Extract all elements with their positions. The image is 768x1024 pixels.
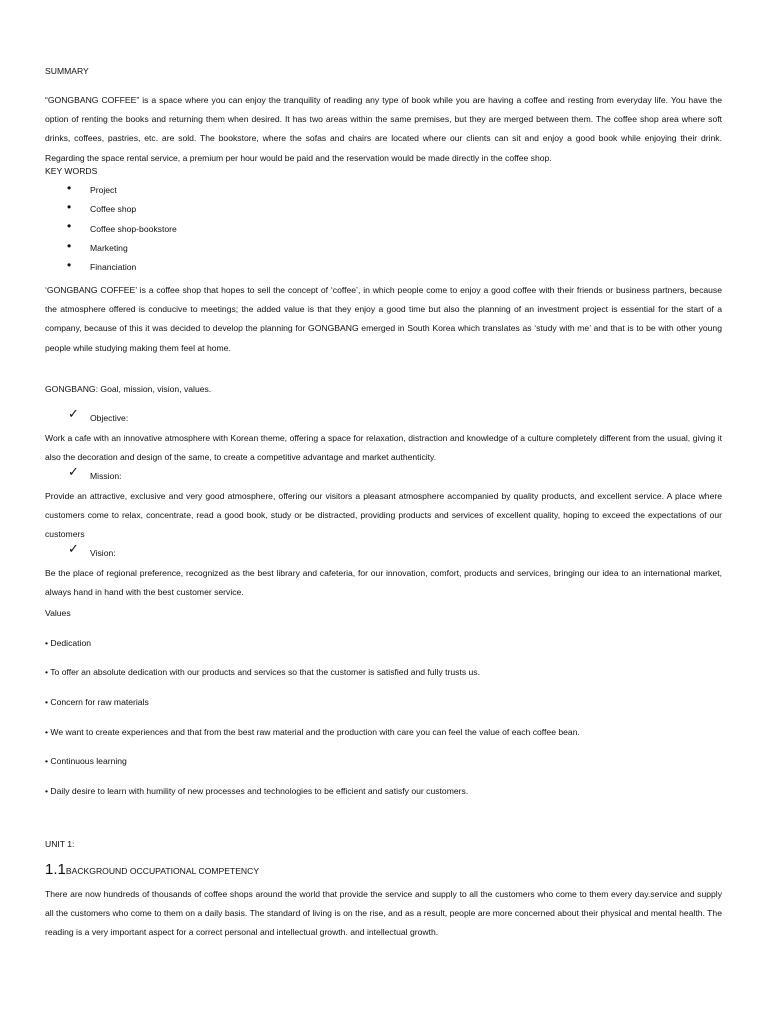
checkmark-icon: ✓	[68, 464, 79, 479]
bullet-icon: •	[67, 219, 72, 233]
keyword-text: Marketing	[90, 243, 128, 253]
section-title: BACKGROUND OCCUPATIONAL COMPETENCY	[65, 866, 260, 876]
keyword-text: Coffee shop-bookstore	[90, 224, 177, 234]
value-item: • Dedication	[45, 638, 92, 648]
objective-label: Objective:	[90, 413, 129, 423]
keywords-heading: KEY WORDS	[45, 166, 98, 176]
keyword-text: Project	[90, 185, 117, 195]
section-heading	[45, 861, 259, 878]
value-item: • Continuous learning	[45, 756, 127, 766]
summary-paragraph: “GONGBANG COFFEE” is a space where you can enjoy the tranquility of reading any type of book while you are having a coffee and resting from everyday life. You have the option of renting the books and returning them when desired. It has two areas within the same premises, but they are merged between them. The coffee shop area where soft drinks, coffees, pastries, etc. are sold. The bookstore, where the sofas and chairs are located where our clients can sit and enjoy a good book while enjoying their drink. Regarding the space rental service, a premium per hour would be paid and the reservation would be made directly in the coffee shop.	[45, 95, 722, 163]
mission-label: Mission:	[90, 471, 122, 481]
unit-heading: UNIT 1:	[45, 839, 75, 849]
keyword-text: Coffee shop	[90, 204, 137, 214]
value-item: • Daily desire to learn with humility of new processes and technologies to be efficient and satisfy our customers.	[45, 786, 469, 796]
values-heading: Values	[45, 608, 71, 618]
unit-paragraph: There are now hundreds of thousands of coffee shops around the world that provide the service and supply to all the customers who come to them every day.service and supply all the customers who come to them on a daily basis. The standard of living is on the rise, and as a result, people are more concerned about their physical and mental health. The reading is a very important aspect for a correct personal and intellectual growth. and intellectual growth.	[45, 889, 722, 938]
keyword-text: Financiation	[90, 262, 137, 272]
bullet-icon: •	[67, 181, 72, 195]
bullet-icon: •	[67, 239, 72, 253]
checkmark-icon: ✓	[68, 541, 79, 556]
vision-label: Vision:	[90, 548, 116, 558]
objective-text: Work a cafe with an innovative atmosphere with Korean theme, offering a space for relaxation, distraction and knowledge of a culture completely different from the usual, giving it also the decoration and design of the same, to create a competitive advantage and market authenticity.	[45, 433, 722, 463]
vision-text: Be the place of regional preference, recognized as the best library and cafeteria, for our innovation, comfort, products and services, bringing our idea to an international market, always hand in hand with the best customer service.	[45, 568, 722, 598]
gmvv-heading: GONGBANG: Goal, mission, vision, values.	[45, 384, 212, 394]
value-item: • Concern for raw materials	[45, 697, 149, 707]
value-item: • To offer an absolute dedication with our products and services so that the customer is satisfied and fully trusts us.	[45, 667, 480, 677]
checkmark-icon: ✓	[68, 406, 79, 421]
bullet-icon: •	[67, 200, 72, 214]
summary-heading: SUMMARY	[45, 66, 89, 76]
section-number: 1.1	[45, 861, 66, 878]
mission-text: Provide an attractive, exclusive and very good atmosphere, offering our visitors a pleasant atmosphere accompanied by quality products, and excellent service. A place where customers come to relax, concentrate, read a good book, study or be distracted, providing products and services of excellent quality, hoping to exceed the expectations of our customers	[45, 491, 722, 540]
intro-paragraph: ‘GONGBANG COFFEE’ is a coffee shop that hopes to sell the concept of ‘coffee’, in which people come to enjoy a good coffee with their friends or business partners, because the atmosphere offered is conducive to meetings; the added value is that they enjoy a good time but also the planning of an investment project is essential for the start of a company, because of this it was decided to develop the planning for GONGBANG emerged in South Korea which translates as ‘study with me’ and that is to be with other young people while studying making them feel at home.	[45, 285, 722, 353]
value-item: • We want to create experiences and that from the best raw material and the production with care you can feel the value of each coffee bean.	[45, 727, 580, 737]
bullet-icon: •	[67, 258, 72, 272]
